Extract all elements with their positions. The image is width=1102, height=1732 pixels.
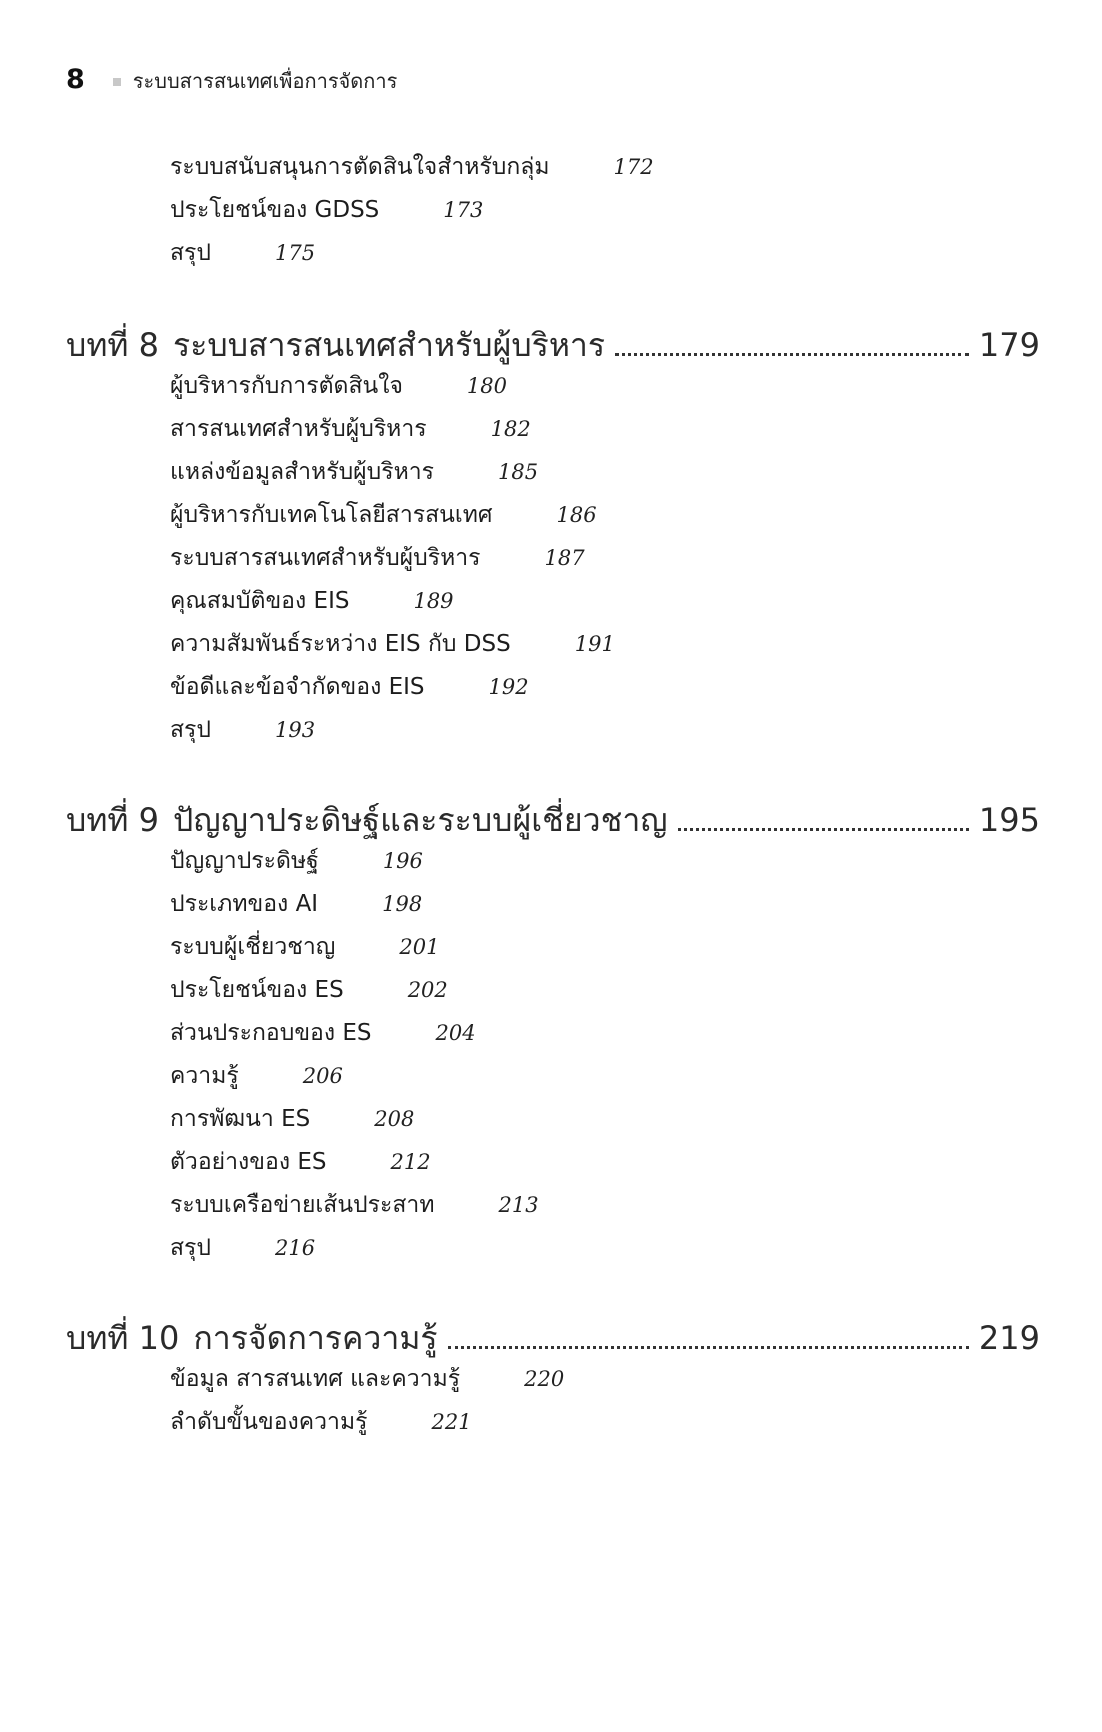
entry-title: ปัญญาประดิษฐ์ — [170, 848, 319, 874]
entry-page: 182 — [490, 417, 531, 441]
entry-title: ตัวอย่างของ ES — [170, 1149, 327, 1175]
toc-entry — [170, 195, 483, 225]
entry-page: 185 — [498, 460, 539, 484]
entry-title: ข้อดีและข้อจำกัดของ EIS — [170, 674, 425, 700]
entry-page: 216 — [275, 1236, 316, 1260]
entry-title: สรุป — [170, 1235, 211, 1261]
entry-title: ประโยชน์ของ GDSS — [170, 197, 380, 223]
entry-title: สรุป — [170, 717, 211, 743]
toc-entry — [170, 932, 439, 962]
entry-title: ข้อมูล สารสนเทศ และความรู้ — [170, 1366, 461, 1392]
entry-title: สรุป — [170, 240, 211, 266]
toc-entry — [170, 629, 615, 659]
entry-page: 213 — [498, 1193, 539, 1217]
entry-page: 180 — [466, 374, 508, 398]
dot-leader — [448, 1345, 969, 1349]
entry-page: 187 — [544, 546, 585, 570]
entry-page: 191 — [574, 632, 615, 656]
toc-entry — [170, 672, 529, 702]
toc-entry — [170, 1407, 472, 1437]
running-title: ระบบสารสนเทศเพื่อการจัดการ — [132, 69, 398, 93]
chapter-heading-8 — [66, 325, 1040, 365]
toc-entry — [170, 975, 448, 1005]
entry-page: 221 — [431, 1410, 472, 1434]
entry-title: ความสัมพันธ์ระหว่าง EIS กับ DSS — [170, 631, 511, 657]
entry-page: 172 — [613, 155, 654, 179]
chapter-heading-9 — [66, 800, 1040, 840]
toc-entry — [170, 1364, 564, 1394]
chapter-label: บทที่ 8 — [66, 326, 160, 364]
chapter-heading-10 — [66, 1318, 1040, 1358]
entry-page: 189 — [413, 589, 454, 613]
chapter-page: 219 — [978, 1319, 1040, 1357]
toc-entry — [170, 543, 585, 573]
entry-title: ความรู้ — [170, 1063, 239, 1089]
toc-entry — [170, 846, 423, 876]
toc-entry — [170, 152, 654, 182]
entry-page: 175 — [275, 241, 316, 265]
entry-title: ผู้บริหารกับการตัดสินใจ — [170, 373, 403, 399]
entry-page: 193 — [275, 718, 316, 742]
entry-page: 206 — [302, 1064, 343, 1088]
chapter-title: ระบบสารสนเทศสำหรับผู้บริหาร — [173, 326, 606, 364]
toc-entry — [170, 889, 422, 919]
toc-entry — [170, 371, 507, 401]
entry-page: 208 — [374, 1107, 415, 1131]
dot-leader — [615, 352, 969, 356]
toc-entry — [170, 1061, 343, 1091]
chapter-title: การจัดการความรู้ — [193, 1319, 438, 1357]
entry-title: ประเภทของ AI — [170, 891, 319, 917]
page-number: 8 — [66, 64, 85, 95]
entry-page: 204 — [435, 1021, 476, 1045]
toc-entry — [170, 586, 454, 616]
chapter-page: 195 — [978, 801, 1040, 839]
entry-page: 173 — [443, 198, 484, 222]
entry-title: แหล่งข้อมูลสำหรับผู้บริหาร — [170, 459, 435, 485]
entry-title: ระบบสนับสนุนการตัดสินใจสำหรับกลุ่ม — [170, 154, 550, 180]
entry-title: ส่วนประกอบของ ES — [170, 1020, 372, 1046]
entry-page: 220 — [524, 1367, 565, 1391]
entry-title: คุณสมบัติของ EIS — [170, 588, 350, 614]
toc-entry — [170, 414, 531, 444]
entry-page: 186 — [556, 503, 597, 527]
entry-title: ผู้บริหารกับเทคโนโลยีสารสนเทศ — [170, 502, 493, 528]
entry-title: ลำดับขั้นของความรู้ — [170, 1409, 368, 1435]
chapter-label: บทที่ 9 — [66, 801, 160, 839]
toc-entry — [170, 1018, 476, 1048]
entry-page: 212 — [390, 1150, 431, 1174]
entry-title: ระบบสารสนเทศสำหรับผู้บริหาร — [170, 545, 481, 571]
header-square-marker — [113, 78, 121, 86]
entry-page: 192 — [488, 675, 529, 699]
entry-page: 202 — [407, 978, 448, 1002]
entry-title: ระบบเครือข่ายเส้นประสาท — [170, 1192, 435, 1218]
toc-entry — [170, 1233, 315, 1263]
entry-title: ระบบผู้เชี่ยวชาญ — [170, 934, 336, 960]
chapter-title: ปัญญาประดิษฐ์และระบบผู้เชี่ยวชาญ — [173, 801, 668, 839]
entry-title: สารสนเทศสำหรับผู้บริหาร — [170, 416, 427, 442]
toc-entry — [170, 457, 538, 487]
toc-entry — [170, 500, 597, 530]
dot-leader — [678, 827, 969, 831]
toc-entry — [170, 1104, 414, 1134]
chapter-page: 179 — [978, 326, 1040, 364]
entry-page: 201 — [399, 935, 440, 959]
toc-entry — [170, 1147, 431, 1177]
page-header — [66, 64, 397, 97]
entry-page: 196 — [382, 849, 423, 873]
entry-title: ประโยชน์ของ ES — [170, 977, 344, 1003]
entry-title: การพัฒนา ES — [170, 1106, 311, 1132]
toc-entry — [170, 238, 315, 268]
toc-entry — [170, 715, 315, 745]
chapter-label: บทที่ 10 — [66, 1319, 180, 1357]
entry-page: 198 — [382, 892, 423, 916]
toc-entry — [170, 1190, 539, 1220]
